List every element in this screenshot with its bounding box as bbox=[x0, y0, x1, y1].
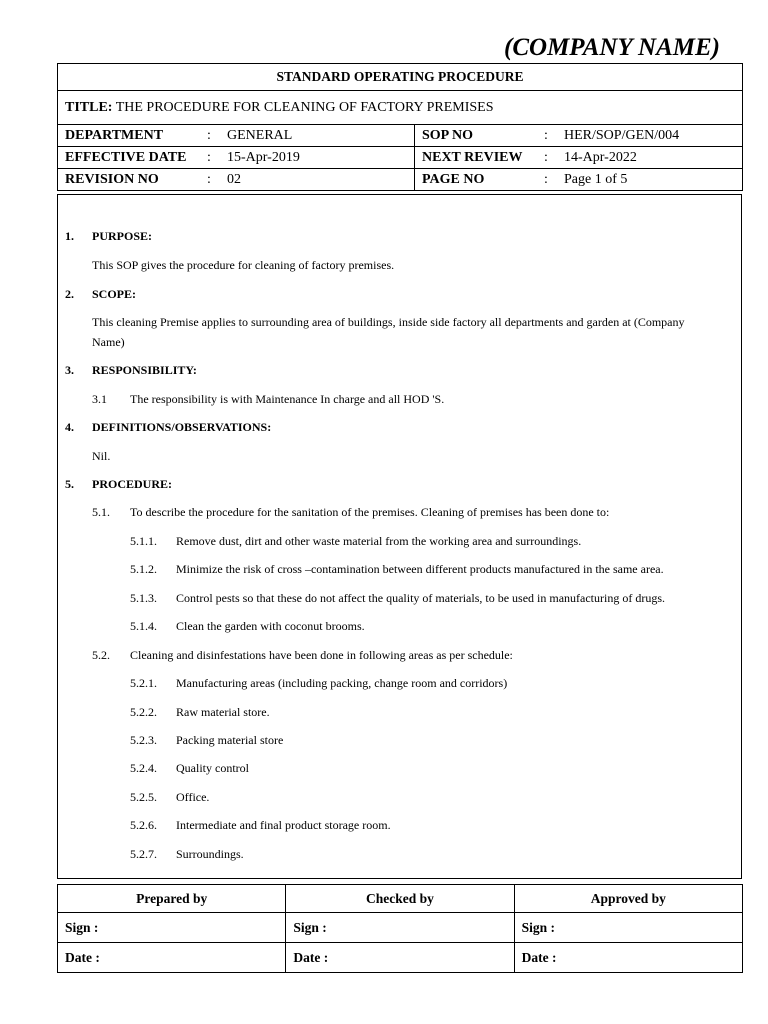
item-number: 5.2.4. bbox=[130, 761, 157, 775]
section-heading: DEFINITIONS/OBSERVATIONS: bbox=[92, 420, 272, 434]
section-number: 5. bbox=[65, 477, 74, 491]
colon: : bbox=[544, 149, 548, 165]
sop-no-value: HER/SOP/GEN/004 bbox=[564, 127, 680, 143]
item-text: Surroundings. bbox=[176, 847, 244, 861]
section-number: 1. bbox=[65, 229, 74, 243]
department-value: GENERAL bbox=[227, 127, 293, 143]
prepared-by-header: Prepared by bbox=[58, 885, 286, 913]
page-no-value: Page 1 of 5 bbox=[564, 171, 628, 187]
colon: : bbox=[207, 171, 211, 187]
sop-title-row bbox=[58, 91, 743, 125]
revision-no-cell bbox=[58, 169, 415, 191]
effective-date-value: 15-Apr-2019 bbox=[227, 149, 300, 165]
section-text: Nil. bbox=[92, 449, 111, 463]
item-text: Office. bbox=[176, 790, 210, 804]
company-name: (COMPANY NAME) bbox=[504, 34, 720, 61]
item-number: 5.1.1. bbox=[130, 534, 157, 548]
colon: : bbox=[207, 149, 211, 165]
item-number: 5.2.5. bbox=[130, 790, 157, 804]
section-number: 3. bbox=[65, 363, 74, 377]
department-cell bbox=[58, 125, 415, 147]
subsection-number: 3.1 bbox=[92, 392, 107, 406]
approved-date-field: Date : bbox=[514, 943, 742, 973]
colon: : bbox=[544, 171, 548, 187]
subsection-text: The responsibility is with Maintenance In charge and all HOD 'S. bbox=[130, 392, 445, 406]
colon: : bbox=[207, 127, 211, 143]
item-number: 5.2.6. bbox=[130, 818, 157, 832]
checked-by-header: Checked by bbox=[286, 885, 514, 913]
section-heading: PROCEDURE: bbox=[92, 477, 172, 491]
item-text: Clean the garden with coconut brooms. bbox=[176, 619, 365, 633]
effective-date-cell bbox=[58, 147, 415, 169]
section-heading: RESPONSIBILITY: bbox=[92, 363, 197, 377]
section-text: Name) bbox=[92, 335, 125, 349]
item-number: 5.2.3. bbox=[130, 733, 157, 747]
approved-by-header: Approved by bbox=[514, 885, 742, 913]
item-text: Remove dust, dirt and other waste material from the working area and surroundings. bbox=[176, 534, 582, 548]
effective-date-label: EFFECTIVE DATE bbox=[65, 149, 187, 165]
item-text: Quality control bbox=[176, 761, 249, 775]
item-text: Raw material store. bbox=[176, 705, 270, 719]
section-heading: PURPOSE: bbox=[92, 229, 152, 243]
colon: : bbox=[544, 127, 548, 143]
page-no-label: PAGE NO bbox=[422, 171, 485, 187]
prepared-date-field: Date : bbox=[58, 943, 286, 973]
sop-header-table bbox=[57, 63, 743, 191]
sop-no-cell bbox=[415, 125, 743, 147]
item-number: 5.1.2. bbox=[130, 562, 157, 576]
prepared-sign-field: Sign : bbox=[58, 913, 286, 943]
subsection-number: 5.2. bbox=[92, 648, 110, 662]
item-number: 5.2.2. bbox=[130, 705, 157, 719]
title-label: TITLE: bbox=[65, 99, 113, 115]
item-text: Packing material store bbox=[176, 733, 284, 747]
item-number: 5.1.4. bbox=[130, 619, 157, 633]
item-number: 5.2.7. bbox=[130, 847, 157, 861]
item-number: 5.1.3. bbox=[130, 591, 157, 605]
item-text: Manufacturing areas (including packing, change room and corridors) bbox=[176, 676, 508, 690]
subsection-text: To describe the procedure for the sanitation of the premises. Cleaning of premises has been done to: bbox=[130, 505, 610, 519]
item-number: 5.2.1. bbox=[130, 676, 157, 690]
department-label: DEPARTMENT bbox=[65, 127, 164, 143]
item-text: Minimize the risk of cross –contamination between different products manufactured in the same area. bbox=[176, 562, 664, 576]
subsection-text: Cleaning and disinfestations have been done in following areas as per schedule: bbox=[130, 648, 513, 662]
sop-body bbox=[57, 194, 742, 879]
sop-no-label: SOP NO bbox=[422, 127, 473, 143]
section-number: 4. bbox=[65, 420, 74, 434]
checked-sign-field: Sign : bbox=[286, 913, 514, 943]
item-text: Control pests so that these do not affect the quality of materials, to be used in manufacturing of drugs. bbox=[176, 591, 665, 605]
subsection-number: 5.1. bbox=[92, 505, 110, 519]
section-text: This cleaning Premise applies to surrounding area of buildings, inside side factory all departments and garden at (Company bbox=[92, 315, 685, 329]
approved-sign-field: Sign : bbox=[514, 913, 742, 943]
section-heading: SCOPE: bbox=[92, 287, 137, 301]
next-review-label: NEXT REVIEW bbox=[422, 149, 523, 165]
revision-no-value: 02 bbox=[227, 171, 241, 187]
signature-table bbox=[57, 884, 743, 973]
next-review-cell bbox=[415, 147, 743, 169]
next-review-value: 14-Apr-2022 bbox=[564, 149, 637, 165]
item-text: Intermediate and final product storage room. bbox=[176, 818, 391, 832]
section-text: This SOP gives the procedure for cleaning of factory premises. bbox=[92, 258, 395, 272]
page-no-cell bbox=[415, 169, 743, 191]
section-number: 2. bbox=[65, 287, 74, 301]
checked-date-field: Date : bbox=[286, 943, 514, 973]
title-value: THE PROCEDURE FOR CLEANING OF FACTORY PREMISES bbox=[115, 99, 494, 115]
revision-no-label: REVISION NO bbox=[65, 171, 159, 187]
sop-heading: STANDARD OPERATING PROCEDURE bbox=[58, 64, 743, 91]
